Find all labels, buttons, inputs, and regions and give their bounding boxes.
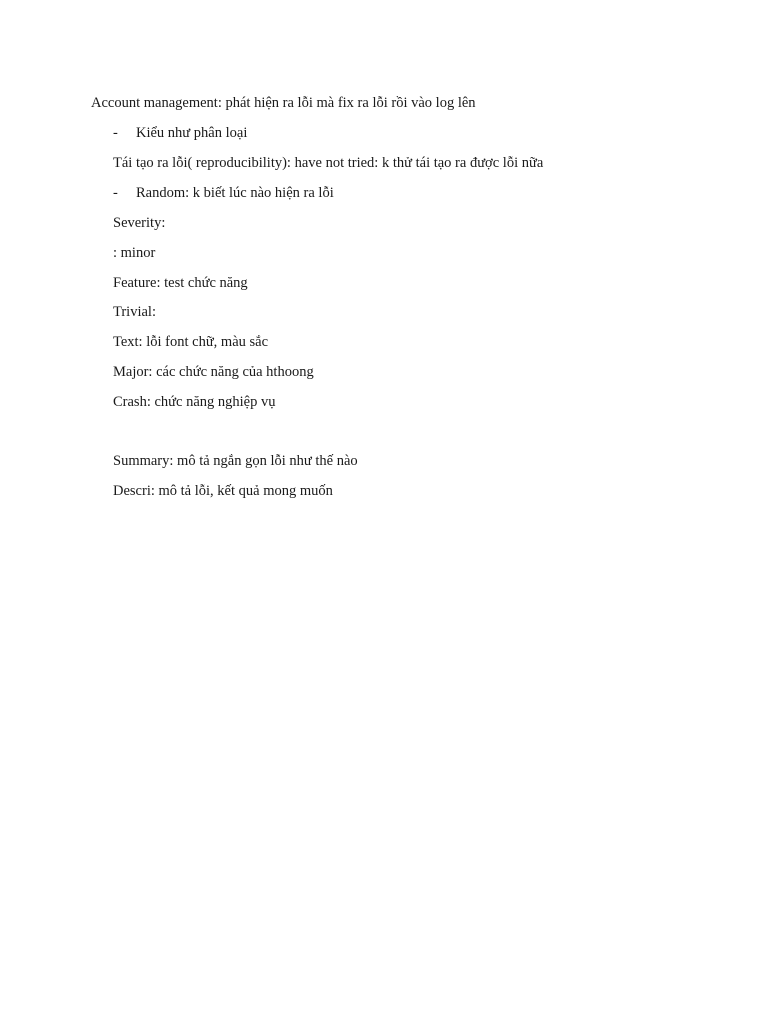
bullet-text: Kiểu như phân loại (136, 125, 248, 141)
severity-line: Severity: (113, 215, 166, 231)
bullet-dash: - (113, 185, 118, 201)
trivial-line: Trivial: (113, 304, 156, 320)
major-line: Major: các chức năng của hthoong (113, 364, 314, 380)
account-management-line: Account management: phát hiện ra lỗi mà fix ra lỗi rồi vào log lên (91, 95, 476, 111)
reproducibility-line: Tái tạo ra lỗi( reproducibility): have not tried: k thử tái tạo ra được lỗi nữa (113, 155, 544, 171)
bullet-text: Random: k biết lúc nào hiện ra lỗi (136, 185, 334, 201)
bullet-dash: - (113, 125, 118, 141)
crash-line: Crash: chức năng nghiệp vụ (113, 394, 276, 410)
description-line: Descri: mô tả lỗi, kết quả mong muốn (113, 483, 333, 499)
summary-line: Summary: mô tả ngắn gọn lỗi như thế nào (113, 453, 358, 469)
minor-line: : minor (113, 245, 156, 261)
text-line: Text: lỗi font chữ, màu sắc (113, 334, 269, 350)
feature-line: Feature: test chức năng (113, 275, 248, 291)
